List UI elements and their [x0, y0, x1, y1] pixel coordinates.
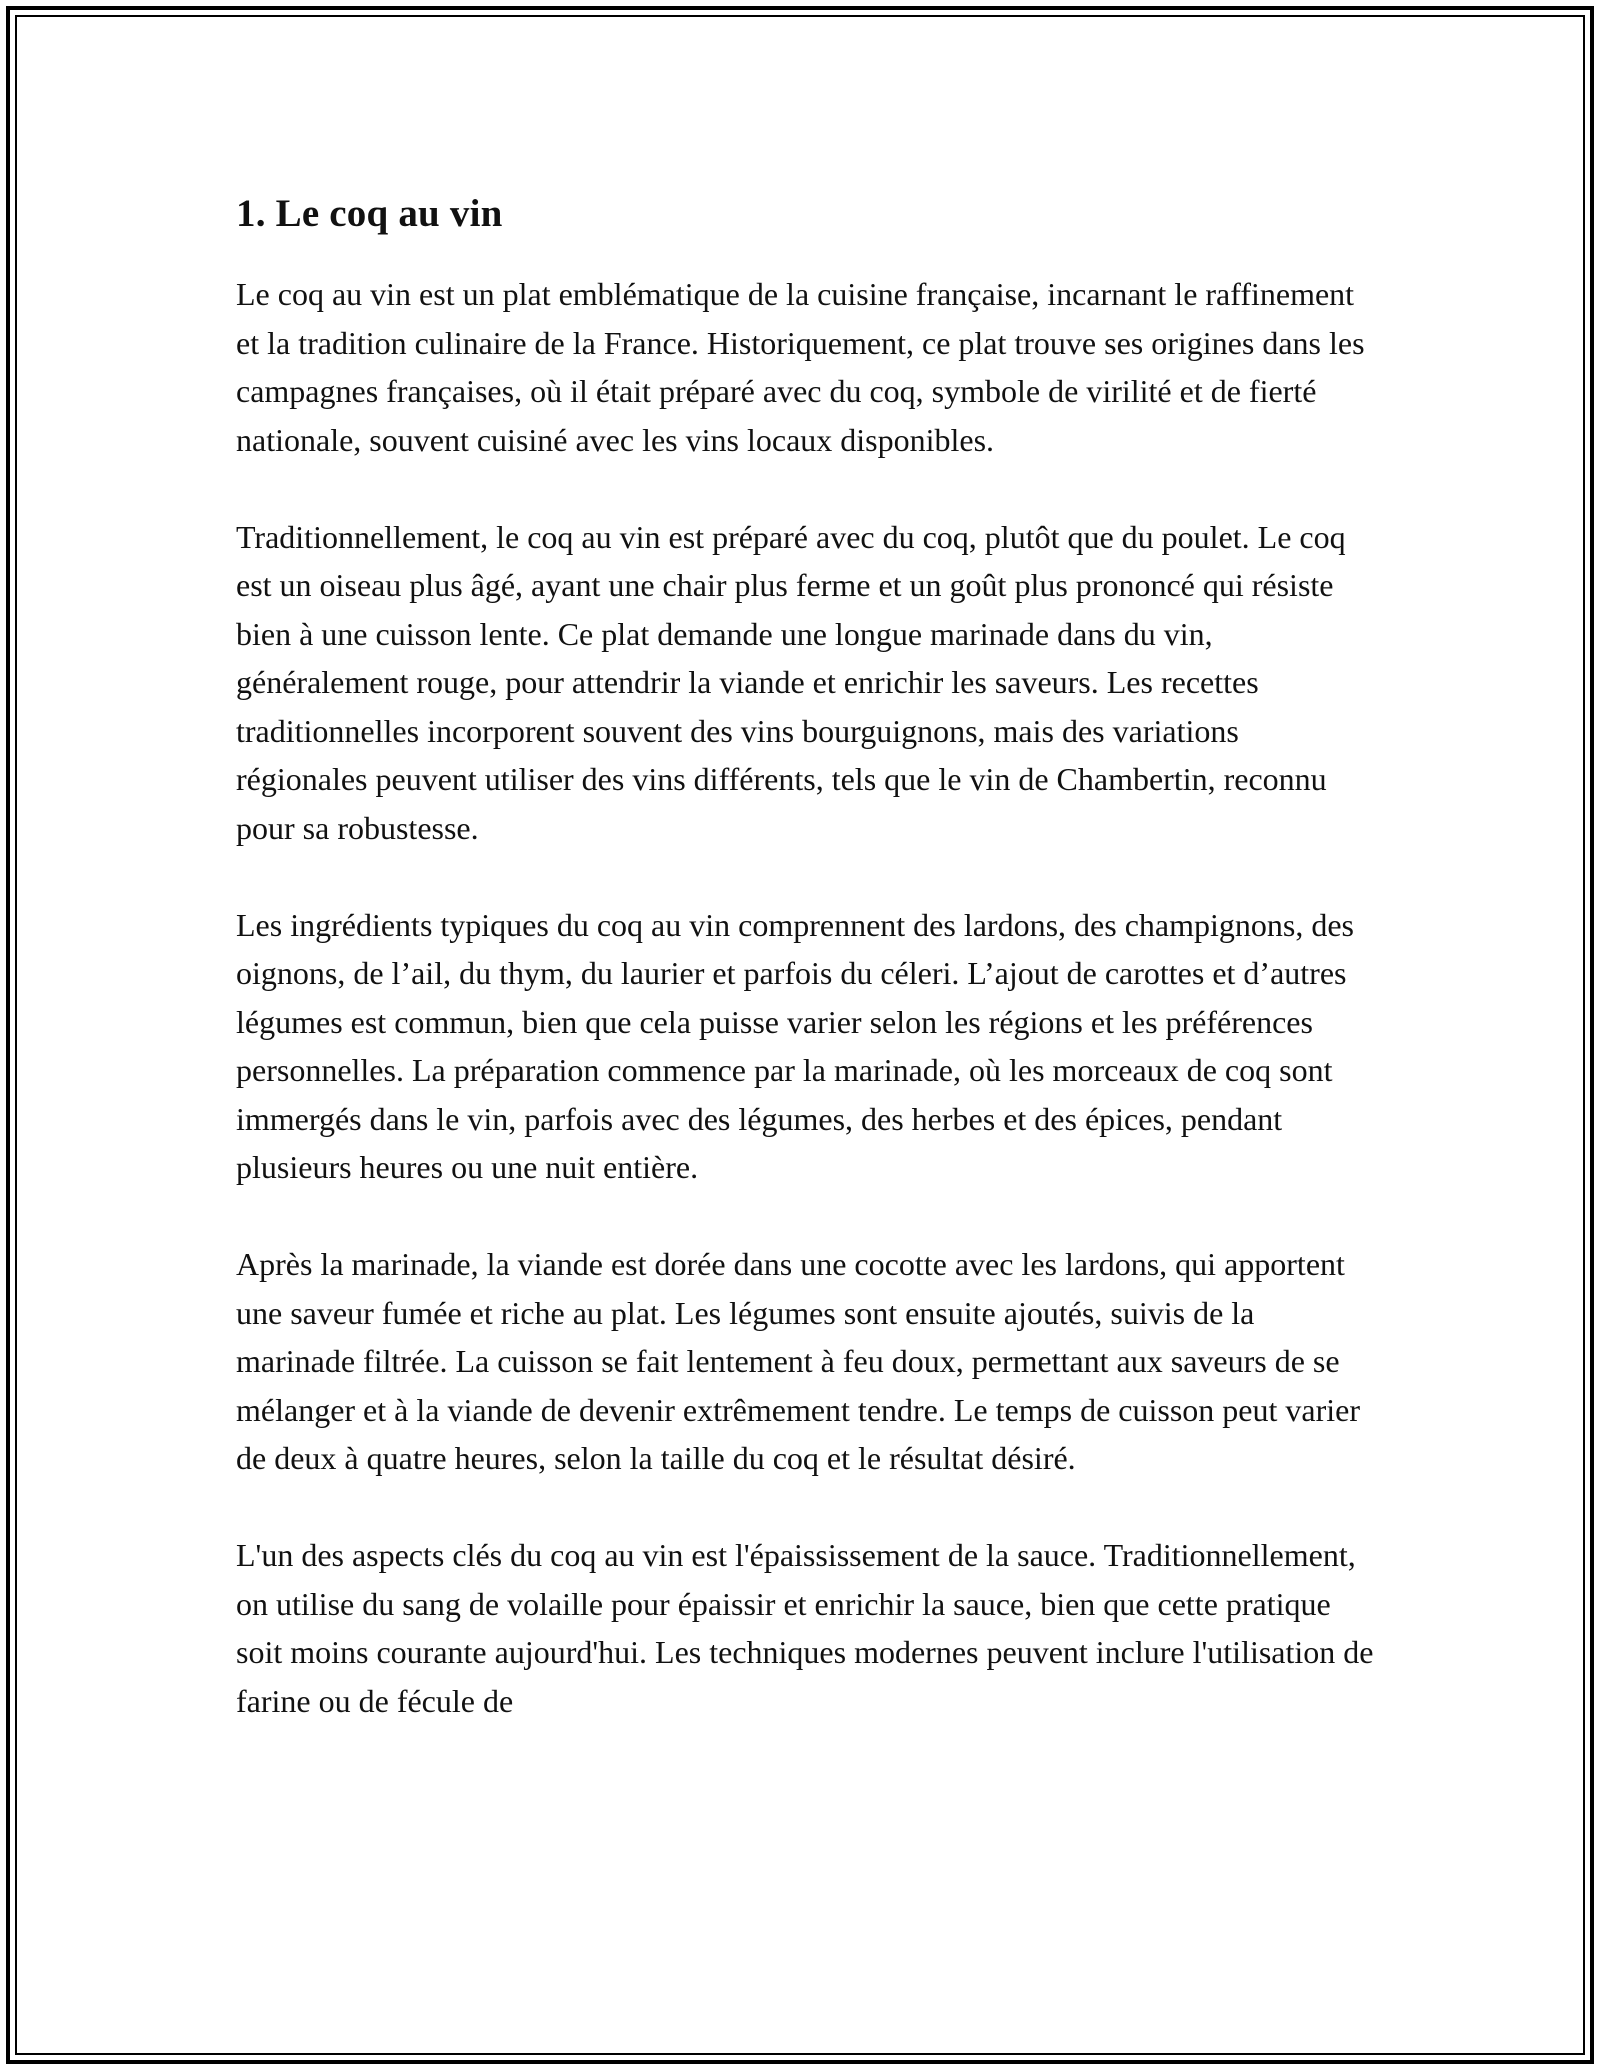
paragraph-5: L'un des aspects clés du coq au vin est l'épaississement de la sauce. Traditionnellement, on utilise du sang de volaille pour épaissir et enrichir la sauce, bien que cette pratique soit moins courante aujourd'hui. Les techniques modernes peuvent inclure l'utilisation de farine ou de fécule de — [236, 1537, 1374, 1719]
section-heading: 1. Le coq au vin — [236, 192, 503, 235]
document-body — [236, 190, 1376, 1774]
paragraph-3: Les ingrédients typiques du coq au vin comprennent des lardons, des champignons, des oignons, de l’ail, du thym, du laurier et parfois du céleri. L’ajout de carottes et d’autres légumes est commun, bien que cela puisse varier selon les régions et les préférences personnelles. La préparation commence par la marinade, où les morceaux de coq sont immergés dans le vin, parfois avec des légumes, des herbes et des épices, pendant plusieurs heures ou une nuit entière. — [236, 906, 1354, 1185]
paragraph-1: Le coq au vin est un plat emblématique de la cuisine française, incarnant le raffinement et la tradition culinaire de la France. Historiquement, ce plat trouve ses origines dans les campagnes françaises, où il était préparé avec du coq, symbole de virilité et de fierté nationale, souvent cuisiné avec les vins locaux disponibles. — [236, 276, 1365, 458]
paragraph-4: Après la marinade, la viande est dorée dans une cocotte avec les lardons, qui apportent une saveur fumée et riche au plat. Les légumes sont ensuite ajoutés, suivis de la marinade filtrée. La cuisson se fait lentement à feu doux, permettant aux saveurs de se mélanger et à la viande de devenir extrêmement tendre. Le temps de cuisson peut varier de deux à quatre heures, selon la taille du coq et le résultat désiré. — [236, 1246, 1360, 1476]
paragraph-2: Traditionnellement, le coq au vin est préparé avec du coq, plutôt que du poulet. Le coq est un oiseau plus âgé, ayant une chair plus ferme et un goût plus prononcé qui résiste bien à une cuisson lente. Ce plat demande une longue marinade dans du vin, généralement rouge, pour attendrir la viande et enrichir les saveurs. Les recettes traditionnelles incorporent souvent des vins bourguignons, mais des variations régionales peuvent utiliser des vins différents, tels que le vin de Chambertin, reconnu pour sa robustesse. — [236, 518, 1346, 846]
